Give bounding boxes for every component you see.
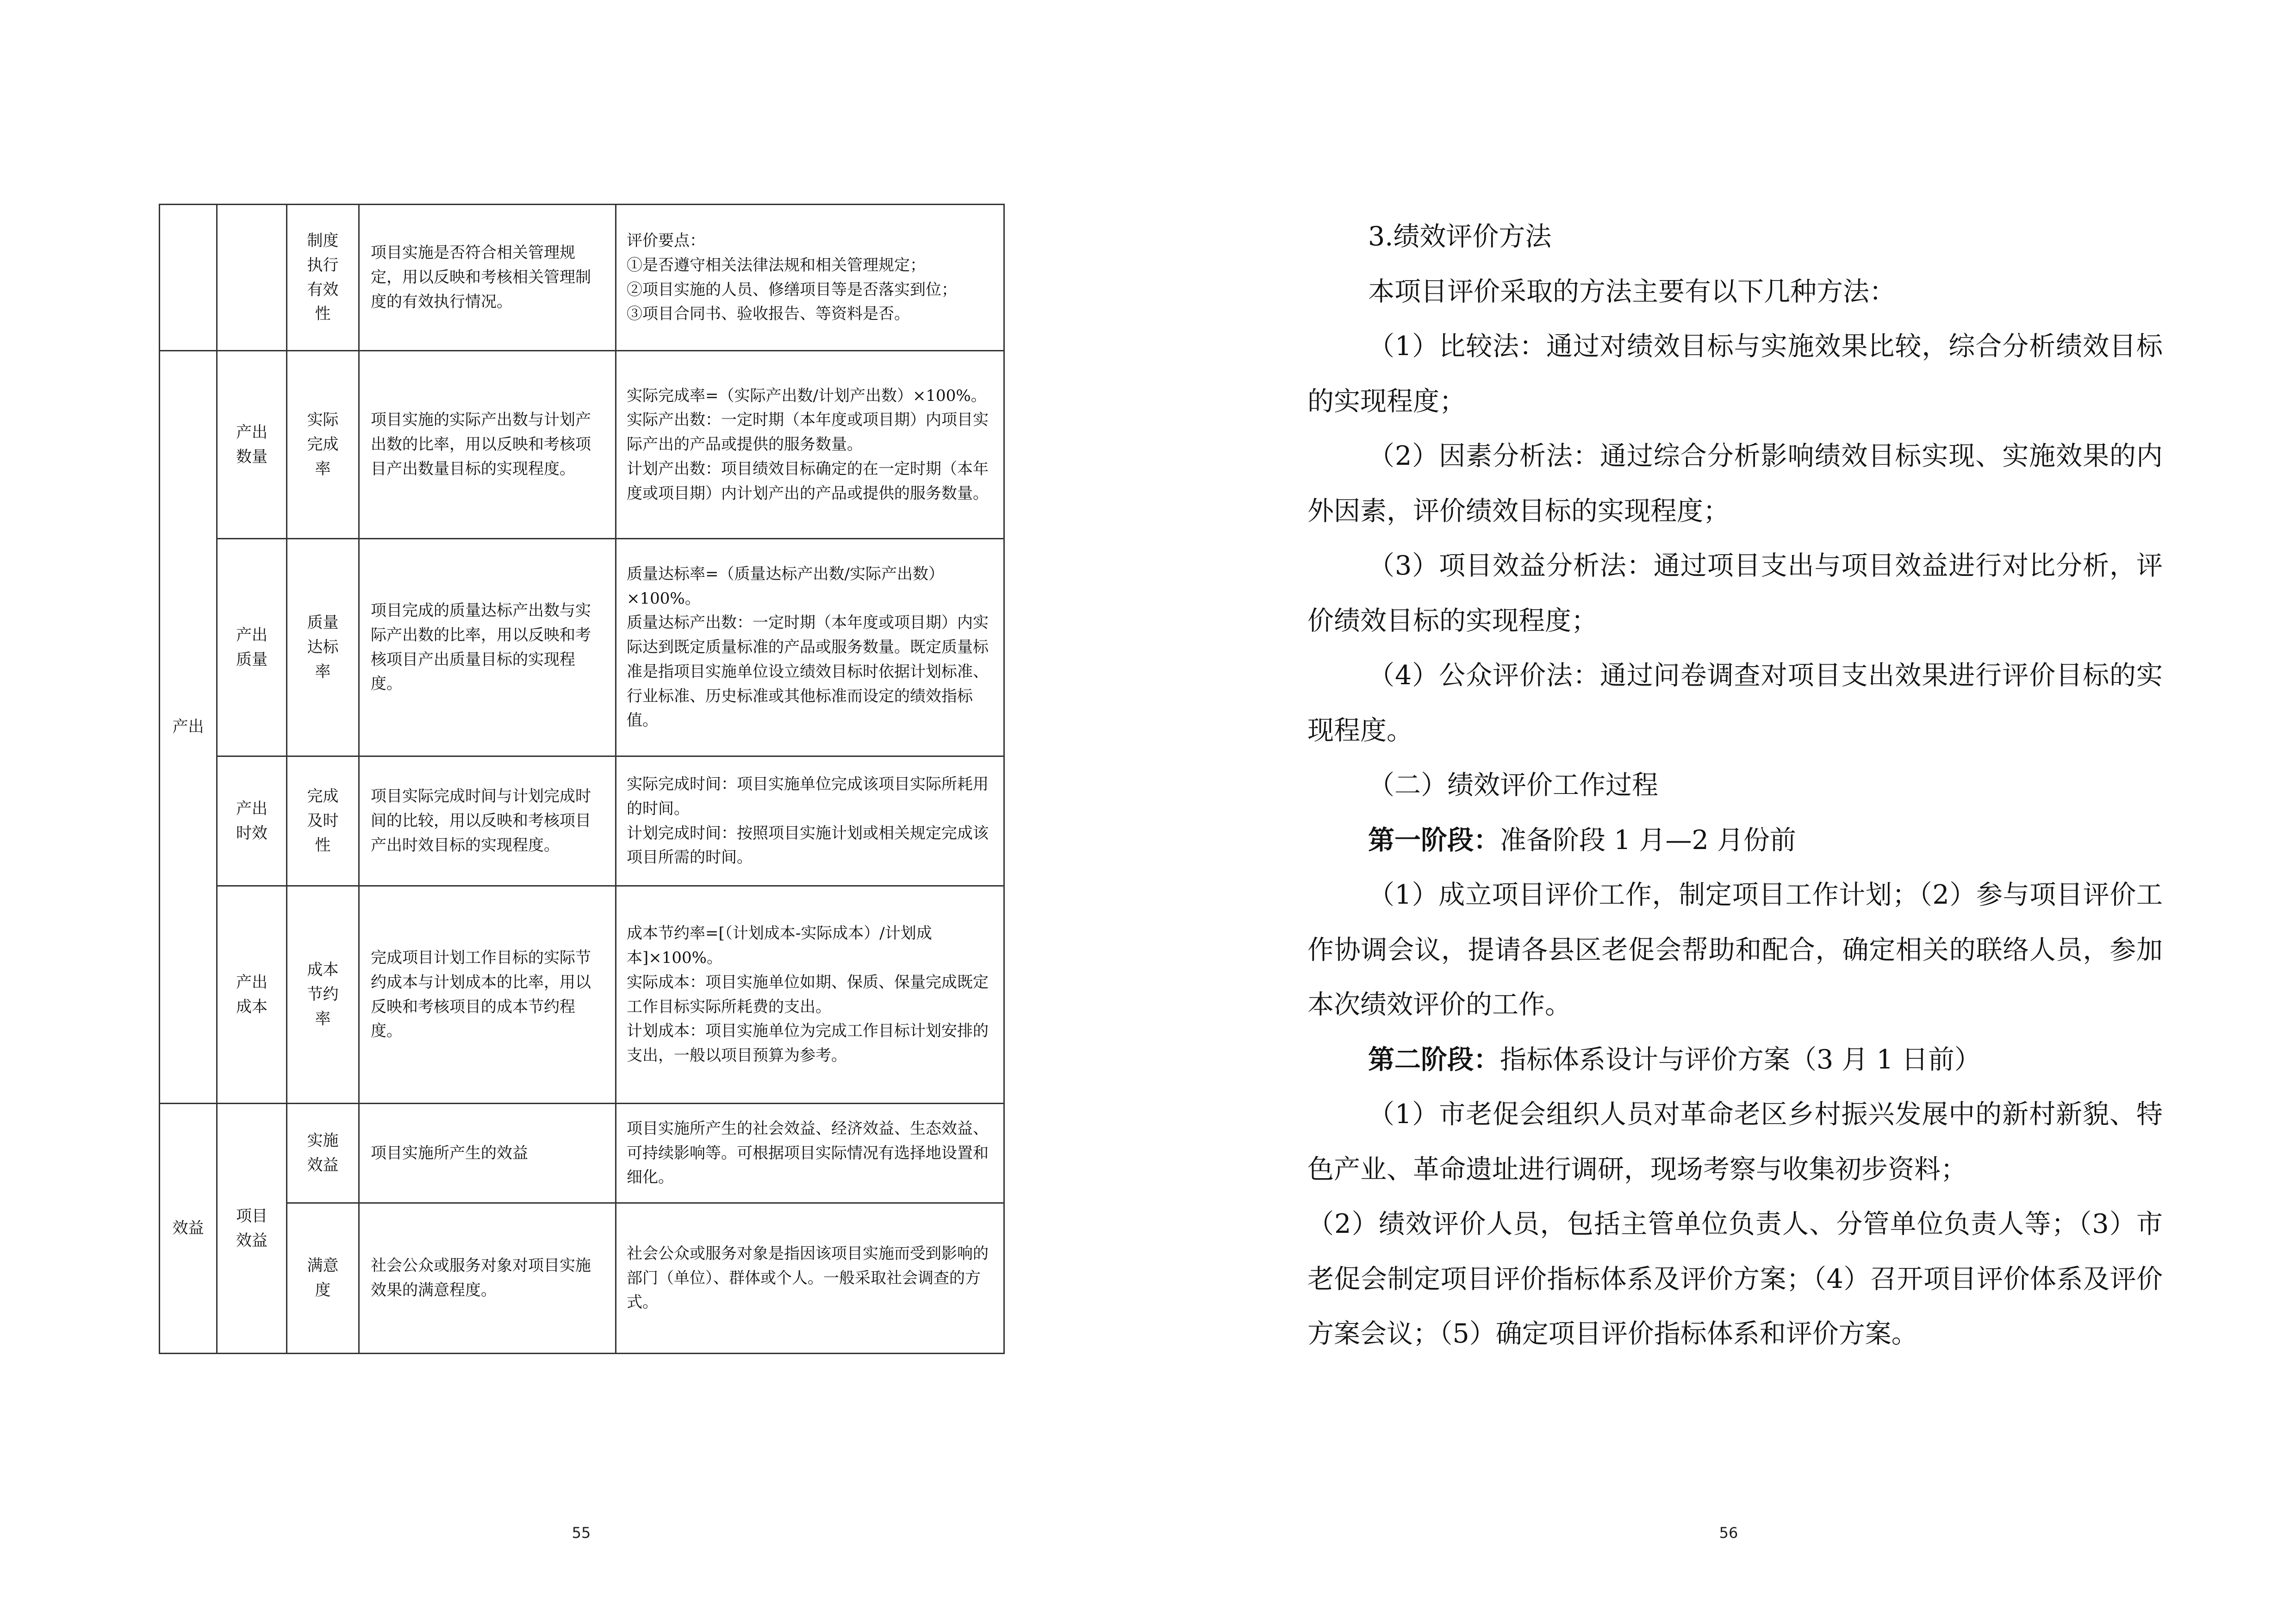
definition-cell: 项目完成的质量达标产出数与实际产出数的比率，用以反映和考核项目产出质量目标的实现程度。 xyxy=(359,539,616,756)
definition-cell: 项目实施所产生的效益 xyxy=(359,1104,616,1203)
points-line: 计划成本：项目实施单位为完成工作目标计划安排的支出，一般以项目预算为参考。 xyxy=(627,1022,989,1065)
table-row xyxy=(160,539,1004,756)
points-line: 实际完成率=（实际产出数/计划产出数）×100%。 xyxy=(627,386,987,405)
points-line: 质量达标产出数：一定时期（本年度或项目期）内实际达到既定质量标准的产品或服务数量。既定质量标准是指项目实施单位设立绩效目标时依据计划标准、行业标准、历史标准或其他标准而设定的绩效指标值。 xyxy=(627,613,989,730)
points-cell xyxy=(616,886,1004,1104)
page-number: 55 xyxy=(572,1524,591,1542)
definition-cell: 项目实际完成时间与计划完成时间的比较，用以反映和考核项目产出时效目标的实现程度。 xyxy=(359,756,616,886)
section-heading: 3.绩效评价方法 xyxy=(1368,221,1552,252)
paragraph: （2）因素分析法：通过综合分析影响绩效目标实现、实施效果的内外因素，评价绩效目标的实现程度； xyxy=(1307,441,2163,526)
points-line: 成本节约率=[（计划成本-实际成本）/计划成本]×100%。 xyxy=(627,924,932,968)
subcategory-cell: 产出质量 xyxy=(217,539,287,756)
empty-cell xyxy=(217,205,287,351)
points-line: 实际完成时间：项目实施单位完成该项目实际所耗用的时间。 xyxy=(627,775,989,818)
definition-cell: 项目实施是否符合相关管理规定，用以反映和考核相关管理制度的有效执行情况。 xyxy=(359,205,616,351)
paragraph: （1）成立项目评价工作，制定项目工作计划；（2）参与项目评价工作协调会议，提请各县区老促会帮助和配合，确定相关的联络人员，参加本次绩效评价的工作。 xyxy=(1307,880,2163,1020)
indicator-cell: 满意度 xyxy=(287,1203,359,1354)
indicator-cell: 质量达标率 xyxy=(287,539,359,756)
stage-heading xyxy=(1307,1032,2163,1087)
indicator-cell: 实际完成率 xyxy=(287,351,359,539)
subcategory-cell: 产出成本 xyxy=(217,886,287,1104)
category-cell: 产出 xyxy=(160,351,217,1104)
points-line: ③项目合同书、验收报告、等资料是否。 xyxy=(627,305,910,324)
stage-title: 指标体系设计与评价方案（3 月 1 日前） xyxy=(1500,1044,1981,1075)
section-heading: （二）绩效评价工作过程 xyxy=(1368,770,1658,800)
page-number: 56 xyxy=(1719,1524,1738,1542)
empty-cell xyxy=(160,205,217,351)
paragraph: 本项目评价采取的方法主要有以下几种方法： xyxy=(1368,276,1896,307)
paragraph: （4）公众评价法：通过问卷调查对项目支出效果进行评价目标的实现程度。 xyxy=(1307,660,2163,746)
evaluation-index-table xyxy=(159,204,1005,1354)
right-page xyxy=(1148,0,2296,1624)
indicator-cell: 实施效益 xyxy=(287,1104,359,1203)
points-line: 计划完成时间：按照项目实施计划或相关规定完成该项目所需的时间。 xyxy=(627,824,989,867)
points-line: ②项目实施的人员、修缮项目等是否落实到位； xyxy=(627,280,957,299)
stage-label: 第二阶段： xyxy=(1368,1043,1500,1075)
points-line: 实际产出数：一定时期（本年度或项目期）内项目实际产出的产品或提供的服务数量。 xyxy=(627,411,989,454)
points-line: 实际成本：项目实施单位如期、保质、保量完成既定工作目标实际所耗费的支出。 xyxy=(627,973,989,1016)
definition-cell: 完成项目计划工作目标的实际节约成本与计划成本的比率，用以反映和考核项目的成本节约程度。 xyxy=(359,886,616,1104)
points-cell xyxy=(616,756,1004,886)
indicator-cell: 制度执行有效性 xyxy=(287,205,359,351)
table-row xyxy=(160,756,1004,886)
stage-title: 准备阶段 1 月—2 月份前 xyxy=(1500,824,1796,856)
definition-cell: 社会公众或服务对象对项目实施效果的满意程度。 xyxy=(359,1203,616,1354)
points-cell xyxy=(616,1104,1004,1203)
paragraph: （2）绩效评价人员，包括主管单位负责人、分管单位负责人等；（3）市老促会制定项目评价指标体系及评价方案；（4）召开项目评价体系及评价方案会议；（5）确定项目评价指标体系和评价方案。 xyxy=(1307,1209,2163,1349)
points-cell xyxy=(616,539,1004,756)
subcategory-cell: 项目效益 xyxy=(217,1104,287,1354)
table-row xyxy=(160,205,1004,351)
category-cell: 效益 xyxy=(160,1104,217,1354)
stage-heading xyxy=(1307,813,2163,868)
indicator-cell: 完成及时性 xyxy=(287,756,359,886)
points-line: 社会公众或服务对象是指因该项目实施而受到影响的部门（单位）、群体或个人。一般采取社会调查的方式。 xyxy=(627,1244,989,1312)
table-row xyxy=(160,1104,1004,1203)
definition-cell: 项目实施的实际产出数与计划产出数的比率，用以反映和考核项目产出数量目标的实现程度。 xyxy=(359,351,616,539)
paragraph: （3）项目效益分析法：通过项目支出与项目效益进行对比分析，评价绩效目标的实现程度； xyxy=(1307,550,2163,636)
points-line: 评价要点： xyxy=(627,231,705,250)
paragraph: （1）比较法：通过对绩效目标与实施效果比较，综合分析绩效目标的实现程度； xyxy=(1307,331,2163,417)
points-cell xyxy=(616,205,1004,351)
subcategory-cell: 产出时效 xyxy=(217,756,287,886)
paragraph: （1）市老促会组织人员对革命老区乡村振兴发展中的新村新貌、特色产业、革命遗址进行调研，现场考察与收集初步资料； xyxy=(1307,1099,2163,1185)
table-row xyxy=(160,351,1004,539)
points-line: 项目实施所产生的社会效益、经济效益、生态效益、可持续影响等。可根据项目实际情况有选择地设置和细化。 xyxy=(627,1119,989,1187)
points-line: ①是否遵守相关法律法规和相关管理规定； xyxy=(627,256,926,275)
points-cell xyxy=(616,351,1004,539)
table-row xyxy=(160,886,1004,1104)
body-text xyxy=(1307,209,2163,1362)
points-line: 质量达标率=（质量达标产出数/实际产出数）×100%。 xyxy=(627,565,944,608)
stage-label: 第一阶段： xyxy=(1368,824,1500,856)
points-cell xyxy=(616,1203,1004,1354)
subcategory-cell: 产出数量 xyxy=(217,351,287,539)
points-line: 计划产出数：项目绩效目标确定的在一定时期（本年度或项目期）内计划产出的产品或提供的服务数量。 xyxy=(627,459,989,503)
indicator-cell: 成本节约率 xyxy=(287,886,359,1104)
